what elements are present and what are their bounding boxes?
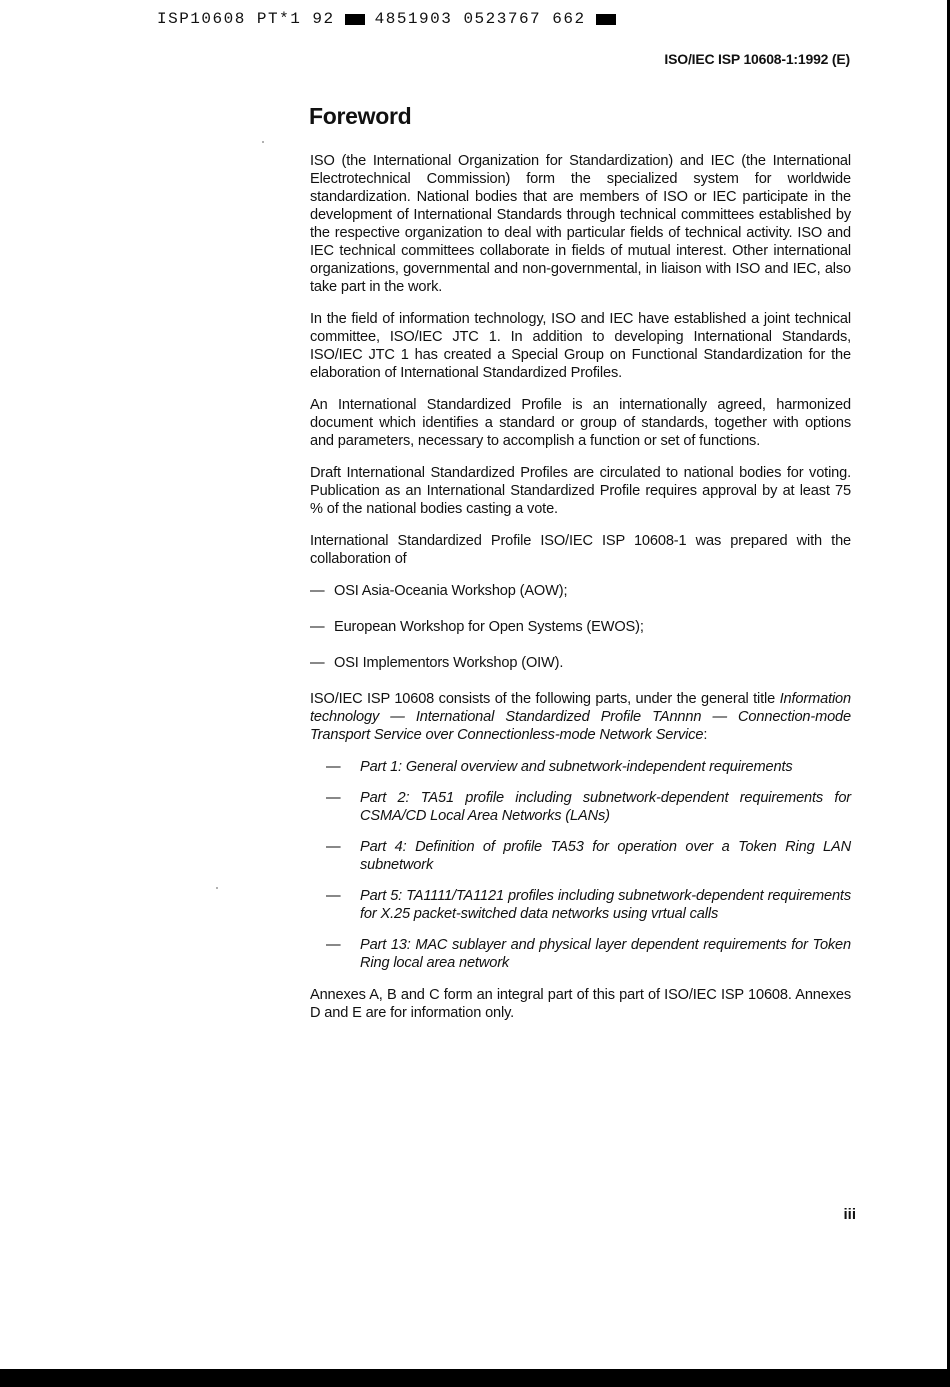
list-item — [326, 789, 851, 825]
workshop-list — [310, 582, 851, 672]
parts-list — [326, 758, 851, 972]
list-dash: — — [326, 888, 341, 904]
parts-intro-colon: : — [703, 727, 708, 743]
paragraph: Annexes A, B and C form an integral part of this part of ISO/IEC ISP 10608. Annexes D and E are for information only. — [310, 987, 851, 1021]
list-item — [310, 654, 851, 672]
part-item-text: Part 4: Definition of profile TA53 for operation over a Token Ring LAN subnetwork — [360, 839, 851, 873]
paragraph: International Standardized Profile ISO/IEC ISP 10608-1 was prepared with the collaboration of — [310, 533, 851, 567]
page-title: Foreword — [309, 103, 412, 129]
barcode-block — [345, 14, 365, 25]
list-dash: — — [326, 759, 341, 775]
part-item-text: Part 1: General overview and subnetwork-independent requirements — [360, 759, 793, 775]
list-item-text: OSI Asia-Oceania Workshop (AOW); — [334, 583, 568, 599]
list-item-text: OSI Implementors Workshop (OIW). — [334, 655, 564, 671]
barcode-block — [596, 14, 616, 25]
list-dash: — — [310, 655, 325, 671]
list-item-text: European Workshop for Open Systems (EWOS); — [334, 619, 644, 635]
list-item — [326, 838, 851, 874]
paragraph: An International Standardized Profile is an internationally agreed, harmonized document which identifies a standard or group of standards, together with options and parameters, necessary to accomplish a function or set of functions. — [310, 397, 851, 449]
part-item-text: Part 13: MAC sublayer and physical layer dependent requirements for Token Ring local area network — [360, 937, 851, 971]
list-item — [310, 618, 851, 636]
part-item-text: Part 2: TA51 profile including subnetwork-dependent requirements for CSMA/CD Local Area Networks (LANs) — [360, 790, 851, 824]
scan-speck — [216, 887, 218, 889]
barcode-text-left: ISP10608 PT*1 92 — [157, 10, 335, 28]
list-item — [326, 887, 851, 923]
document-reference: ISO/IEC ISP 10608-1:1992 (E) — [664, 51, 850, 67]
list-dash: — — [310, 583, 325, 599]
general-title: Information technology — International Standardized Profile TAnnnn — Connection-mode Transport Service over Connectionless-mode Network Service — [310, 691, 851, 743]
paragraph-parts-intro — [310, 690, 851, 744]
paragraph: Draft International Standardized Profiles are circulated to national bodies for voting. Publication as an International Standardized Profile requires approval by at least 75 % of the national bodies casting a vote. — [310, 465, 851, 517]
paragraph: ISO (the International Organization for Standardization) and IEC (the International Electrotechnical Commission) form the specialized system for worldwide standardization. National bodies that are members of ISO or IEC participate in the development of International Standards through technical committees established by the respective organization to deal with particular fields of technical activity. ISO and IEC technical committees collaborate in fields of mutual interest. Other international organizations, governmental and non-governmental, in liaison with ISO and IEC, also take part in the work. — [310, 153, 851, 295]
list-dash: — — [310, 619, 325, 635]
list-item — [326, 758, 851, 776]
list-item — [310, 582, 851, 600]
parts-intro-text: ISO/IEC ISP 10608 consists of the following parts, under the general title — [310, 691, 776, 707]
page-number: iii — [843, 1206, 856, 1223]
part-item-text: Part 5: TA1111/TA1121 profiles including subnetwork-dependent requirements for X.25 packet-switched data networks using vrtual calls — [360, 888, 851, 922]
barcode-text-right: 4851903 0523767 662 — [374, 10, 586, 28]
list-dash: — — [326, 839, 341, 855]
list-item — [326, 936, 851, 972]
list-dash: — — [326, 937, 341, 953]
barcode-line — [157, 10, 616, 28]
foreword-body — [310, 152, 851, 1036]
scan-speck — [262, 141, 264, 143]
list-dash: — — [326, 790, 341, 806]
paragraph: In the field of information technology, ISO and IEC have established a joint technical committee, ISO/IEC JTC 1. In addition to developing International Standards, ISO/IEC JTC 1 has created a Special Group on Functional Standardization for the elaboration of International Standardized Profiles. — [310, 311, 851, 381]
scan-border-bottom — [0, 1369, 950, 1387]
